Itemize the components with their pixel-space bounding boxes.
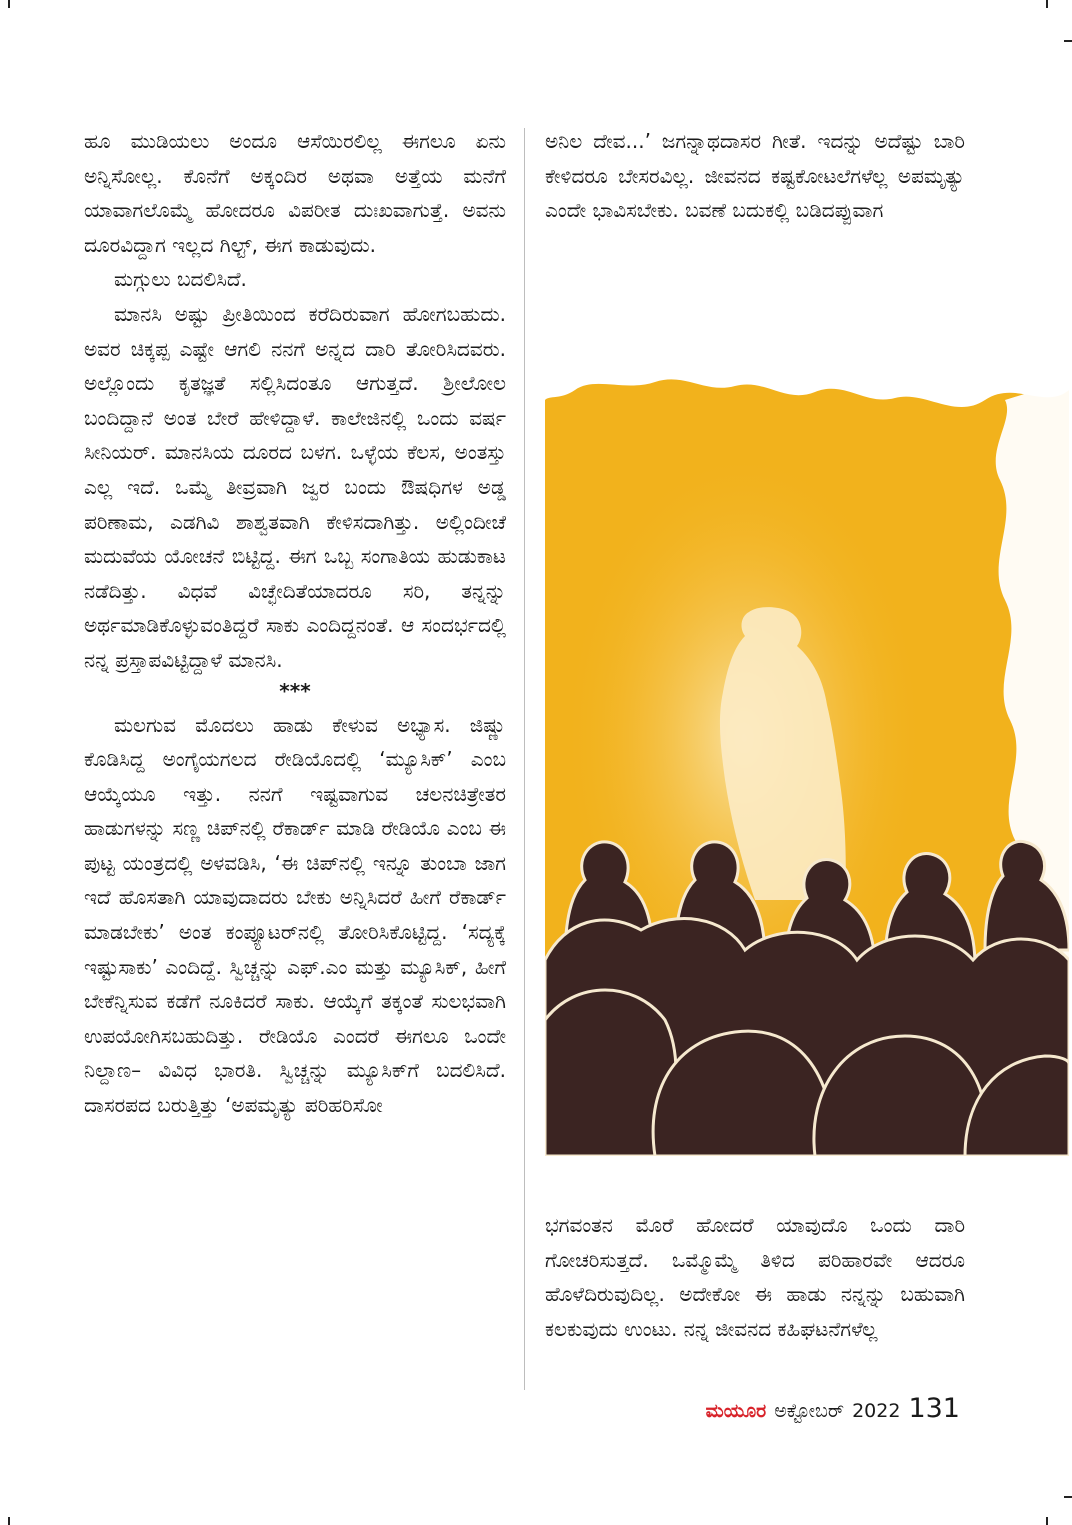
paragraph-1: ಹೂ ಮುಡಿಯಲು ಅಂದೂ ಆಸೆಯಿರಲಿಲ್ಲ ಈಗಲೂ ಏನು ಅನ್ನಿಸೋಲ್ಲ. ಕೊನೆಗೆ ಅಕ್ಕಂದಿರ ಅಥವಾ ಅತ್ತೆಯ ಮನೆಗೆ ಯಾವಾಗಲೊಮ್ಮೆ ಹೋದರೂ ವಿಪರೀತ ದುಃಖವಾಗುತ್ತೆ. ಅವನು ದೂರವಿದ್ದಾಗ ಇಲ್ಲದ ಗಿಲ್ಟ್, ಈಗ ಕಾಡುವುದು.: [84, 129, 506, 257]
crop-mark-bottom-left: [8, 1517, 10, 1525]
crop-mark-top-left: [8, 0, 10, 8]
issue-year: 2022: [852, 1400, 901, 1422]
page-number: 131: [908, 1393, 960, 1424]
right-text-column-top: [545, 124, 965, 228]
issue-month: ಅಕ್ಟೋಬರ್: [774, 1400, 845, 1422]
paragraph-4: ಮಲಗುವ ಮೊದಲು ಹಾಡು ಕೇಳುವ ಅಭ್ಯಾಸ. ಜಿಷ್ಣು ಕೊಡಿಸಿದ್ದ ಅಂಗೈಯಗಲದ ರೇಡಿಯೊದಲ್ಲಿ ‘ಮ್ಯೂಸಿಕ್’ ಎಂಬ ಆಯ್ಕೆಯೂ ಇತ್ತು. ನನಗೆ ಇಷ್ಟವಾಗುವ ಚಲನಚಿತ್ರೇತರ ಹಾಡುಗಳನ್ನು ಸಣ್ಣ ಚಿಪ್‌ನಲ್ಲಿ ರೆಕಾರ್ಡ್ ಮಾಡಿ ರೇಡಿಯೊ ಎಂಬ ಈ ಪುಟ್ಟ ಯಂತ್ರದಲ್ಲಿ ಅಳವಡಿಸಿ, ‘ಈ ಚಿಪ್‌ನಲ್ಲಿ ಇನ್ನೂ ತುಂಬಾ ಜಾಗ ಇದೆ ಹೊಸತಾಗಿ ಯಾವುದಾದರು ಬೇಕು ಅನ್ನಿಸಿದರೆ ಹೀಗೆ ರೆಕಾರ್ಡ್ ಮಾಡಬೇಕು’ ಅಂತ ಕಂಪ್ಯೂಟರ್‌ನಲ್ಲಿ ತೋರಿಸಿಕೊಟ್ಟಿದ್ದ. ‘ಸದ್ಯಕ್ಕೆ ಇಷ್ಟುಸಾಕು’ ಎಂದಿದ್ದೆ. ಸ್ವಿಚ್ಚನ್ನು ಎಫ್.ಎಂ ಮತ್ತು ಮ್ಯೂಸಿಕ್, ಹೀಗೆ ಬೇಕೆನ್ನಿಸುವ ಕಡೆಗೆ ನೂಕಿದರೆ ಸಾಕು. ಆಯ್ಕೆಗೆ ತಕ್ಕಂತೆ ಸುಲಭವಾಗಿ ಉಪಯೋಗಿಸಬಹುದಿತ್ತು. ರೇಡಿಯೊ ಎಂದರೆ ಈಗಲೂ ಒಂದೇ ನಿಲ್ದಾಣ– ವಿವಿಧ ಭಾರತಿ. ಸ್ವಿಚ್ಚನ್ನು ಮ್ಯೂಸಿಕ್‌ಗೆ ಬದಲಿಸಿದೆ. ದಾಸರಪದ ಬರುತ್ತಿತ್ತು ‘ಅಪಮೃತ್ಯು ಪರಿಹರಿಸೋ: [84, 712, 506, 1118]
crop-mark-right-upper: [1064, 40, 1072, 42]
column-divider: [524, 128, 525, 1390]
woman-silhouette-crowd-illustration: [545, 320, 1069, 1156]
paragraph-3: ಮಾನಸಿ ಅಷ್ಟು ಪ್ರೀತಿಯಿಂದ ಕರೆದಿರುವಾಗ ಹೋಗಬಹುದು. ಅವರ ಚಿಕ್ಕಪ್ಪ ಎಷ್ಟೇ ಆಗಲಿ ನನಗೆ ಅನ್ನದ ದಾರಿ ತೋರಿಸಿದವರು. ಅಲ್ಲೊಂದು ಕೃತಜ್ಞತೆ ಸಲ್ಲಿಸಿದಂತೂ ಆಗುತ್ತದೆ. ಶ್ರೀಲೋಲ ಬಂದಿದ್ದಾನೆ ಅಂತ ಬೇರೆ ಹೇಳಿದ್ದಾಳೆ. ಕಾಲೇಜಿನಲ್ಲಿ ಒಂದು ವರ್ಷ ಸೀನಿಯರ್. ಮಾನಸಿಯ ದೂರದ ಬಳಗ. ಒಳ್ಳೆಯ ಕೆಲಸ, ಅಂತಸ್ತು ಎಲ್ಲ ಇದೆ. ಒಮ್ಮೆ ತೀವ್ರವಾಗಿ ಜ್ವರ ಬಂದು ಔಷಧಿಗಳ ಅಡ್ಡ ಪರಿಣಾಮ, ಎಡಗಿವಿ ಶಾಶ್ವತವಾಗಿ ಕೇಳಿಸದಾಗಿತ್ತು. ಅಲ್ಲಿಂದೀಚೆ ಮದುವೆಯ ಯೋಚನೆ ಬಿಟ್ಟಿದ್ದ. ಈಗ ಒಬ್ಬ ಸಂಗಾತಿಯ ಹುಡುಕಾಟ ನಡೆದಿತ್ತು. ವಿಧವೆ ವಿಚ್ಛೇದಿತೆಯಾದರೂ ಸರಿ, ತನ್ನನ್ನು ಅರ್ಥಮಾಡಿಕೊಳ್ಳುವಂತಿದ್ದರೆ ಸಾಕು ಎಂದಿದ್ದನಂತೆ. ಆ ಸಂದರ್ಭದಲ್ಲಿ ನನ್ನ ಪ್ರಸ್ತಾಪವಿಟ್ಟಿದ್ದಾಳೆ ಮಾನಸಿ.: [84, 301, 506, 672]
illustration-svg: [545, 320, 1069, 1156]
section-separator: ***: [279, 678, 311, 703]
paragraph-right-bottom: ಭಗವಂತನ ಮೊರೆ ಹೋದರೆ ಯಾವುದೊ ಒಂದು ದಾರಿ ಗೋಚರಿಸುತ್ತದೆ. ಒಮ್ಮೊಮ್ಮೆ ತಿಳಿದ ಪರಿಹಾರವೇ ಆದರೂ ಹೊಳೆದಿರುವುದಿಲ್ಲ. ಅದೇಕೋ ಈ ಹಾಡು ನನ್ನನ್ನು ಬಹುವಾಗಿ ಕಲಕುವುದು ಉಂಟು. ನನ್ನ ಜೀವನದ ಕಹಿಘಟನೆಗಳೆಲ್ಲ: [545, 1213, 965, 1341]
page-footer: [706, 1393, 960, 1429]
right-text-column-bottom: [545, 1208, 965, 1346]
paragraph-right-top: ಅನಿಲ ದೇವ...’ ಜಗನ್ನಾಥದಾಸರ ಗೀತೆ. ಇದನ್ನು ಅದೆಷ್ಟು ಬಾರಿ ಕೇಳಿದರೂ ಬೇಸರವಿಲ್ಲ. ಜೀವನದ ಕಷ್ಟಕೋಟಲೆಗಳೆಲ್ಲ ಅಪಮೃತ್ಯು ಎಂದೇ ಭಾವಿಸಬೇಕು. ಬವಣೆ ಬದುಕಲ್ಲಿ ಬಡಿದಪ್ಪುವಾಗ: [545, 129, 965, 223]
crop-mark-right-lower: [1064, 1496, 1072, 1498]
crop-mark-bottom-right: [1046, 1517, 1048, 1525]
crop-mark-top-right: [1046, 0, 1048, 8]
magazine-logo: ಮಯೂರ: [705, 1400, 767, 1422]
left-text-column: [84, 124, 506, 1123]
paragraph-2: ಮಗ್ಗುಲು ಬದಲಿಸಿದೆ.: [114, 267, 247, 292]
